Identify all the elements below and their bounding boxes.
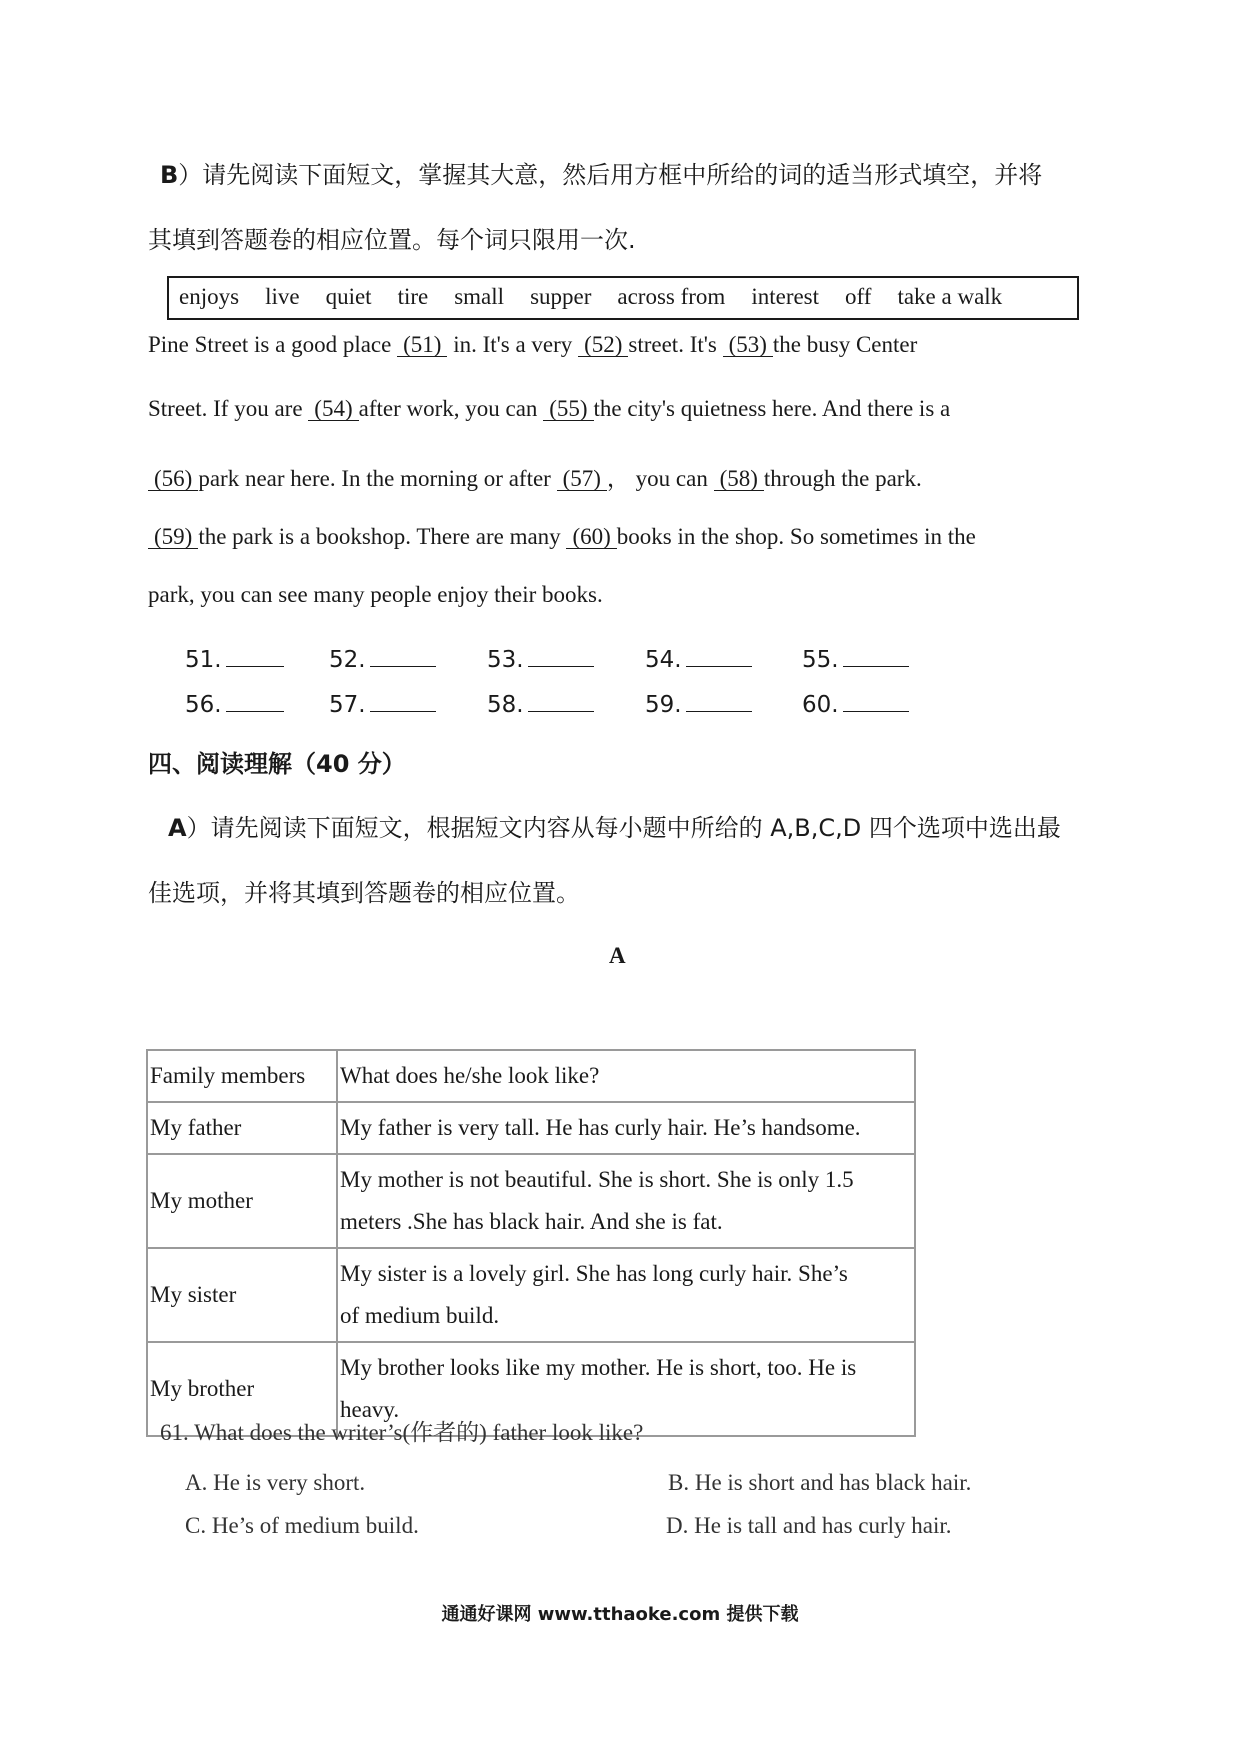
blank-56: (56) <box>148 467 198 491</box>
blank-60: (60) <box>566 525 616 549</box>
blank-58: (58) <box>714 467 764 491</box>
table-cell-member: My sister <box>147 1248 337 1342</box>
question-61-option-c[interactable]: C. He’s of medium build. <box>185 1513 419 1538</box>
word-bank-item: take a walk <box>897 284 1003 309</box>
answer-slot-58[interactable]: 58. <box>487 691 594 718</box>
table-cell-member: My brother <box>147 1342 337 1436</box>
word-bank <box>179 284 1002 310</box>
table-row <box>147 1102 915 1154</box>
section-a-label: A <box>168 814 187 842</box>
word-bank-item: quiet <box>325 284 372 309</box>
passage-line-1: Pine Street is a good place (51) in. It's a very (52) street. It's (53) the busy Center <box>148 332 918 357</box>
question-61-option-a[interactable]: A. He is very short. <box>185 1470 366 1495</box>
question-61-option-d[interactable]: D. He is tall and has curly hair. <box>666 1513 952 1538</box>
answer-slot-56[interactable]: 56. <box>185 691 284 718</box>
table-header-cell: Family members <box>147 1050 337 1102</box>
passage-line-4: (59) the park is a bookshop. There are many (60) books in the shop. So sometimes in the <box>148 524 976 550</box>
page-footer: 通通好课网 www.tthaoke.com 提供下载 <box>441 1604 799 1625</box>
answer-slot-59[interactable]: 59. <box>645 691 752 718</box>
word-bank-item: interest <box>751 284 820 309</box>
table-cell-description: My mother is not beautiful. She is short. She is only 1.5 meters .She has black hair. And she is fat. <box>337 1154 915 1248</box>
answer-slot-54[interactable]: 54. <box>645 646 752 673</box>
answer-slot-55[interactable]: 55. <box>802 646 909 673</box>
blank-54: (54) <box>308 397 358 421</box>
section-a-instruction-line1: A）请先阅读下面短文，根据短文内容从每小题中所给的 A,B,C,D 四个选项中选出最 <box>168 814 1061 842</box>
blank-51: (51) <box>397 333 447 357</box>
passage-line-3: (56) park near here. In the morning or after (57) ， you can (58) through the park. <box>148 460 922 493</box>
answer-slot-60[interactable]: 60. <box>802 691 909 718</box>
section-4-title: 四、阅读理解（40 分） <box>148 750 406 778</box>
passage-line-5: park, you can see many people enjoy their books. <box>148 582 603 607</box>
passage-a-title: A <box>609 943 626 968</box>
word-bank-item: enjoys <box>179 284 240 309</box>
passage-line-2: Street. If you are (54) after work, you can (55) the city's quietness here. And there is a <box>148 396 951 421</box>
answer-slot-53[interactable]: 53. <box>487 646 594 673</box>
table-cell-description: My sister is a lovely girl. She has long curly hair. She’s of medium build. <box>337 1248 915 1342</box>
section-a-instruction-line2: 佳选项，并将其填到答题卷的相应位置。 <box>148 879 580 907</box>
blank-59: (59) <box>148 525 198 549</box>
section-b-label: B <box>160 161 179 189</box>
family-description-table <box>146 1049 916 1437</box>
question-61-stem: 61. What does the writer’s(作者的) father look like? <box>160 1420 644 1445</box>
answer-slot-57[interactable]: 57. <box>329 691 436 718</box>
word-bank-item: supper <box>530 284 592 309</box>
table-cell-description: My brother looks like my mother. He is short, too. He is heavy. <box>337 1342 915 1436</box>
table-cell-member: My mother <box>147 1154 337 1248</box>
section-b-instruction-line1: B）请先阅读下面短文，掌握其大意，然后用方框中所给的词的适当形式填空，并将 <box>160 161 1043 189</box>
word-bank-item: tire <box>397 284 429 309</box>
table-row <box>147 1248 915 1342</box>
section-b-instruction-line2: 其填到答题卷的相应位置。每个词只限用一次. <box>148 226 636 254</box>
question-61-option-b[interactable]: B. He is short and has black hair. <box>668 1470 972 1495</box>
word-bank-item: live <box>265 284 300 309</box>
blank-55: (55) <box>543 397 593 421</box>
word-bank-item: across from <box>617 284 726 309</box>
blank-57: (57) <box>557 467 607 491</box>
table-header-row <box>147 1050 915 1102</box>
table-cell-member: My father <box>147 1102 337 1154</box>
word-bank-item: off <box>845 284 872 309</box>
answer-slot-52[interactable]: 52. <box>329 646 436 673</box>
blank-52: (52) <box>578 333 628 357</box>
word-bank-box <box>167 276 1079 320</box>
blank-53: (53) <box>723 333 773 357</box>
table-header-cell: What does he/she look like? <box>337 1050 915 1102</box>
word-bank-item: small <box>454 284 505 309</box>
table-cell-description: My father is very tall. He has curly hair. He’s handsome. <box>337 1102 915 1154</box>
table-row <box>147 1154 915 1248</box>
answer-slot-51[interactable]: 51. <box>185 646 284 673</box>
